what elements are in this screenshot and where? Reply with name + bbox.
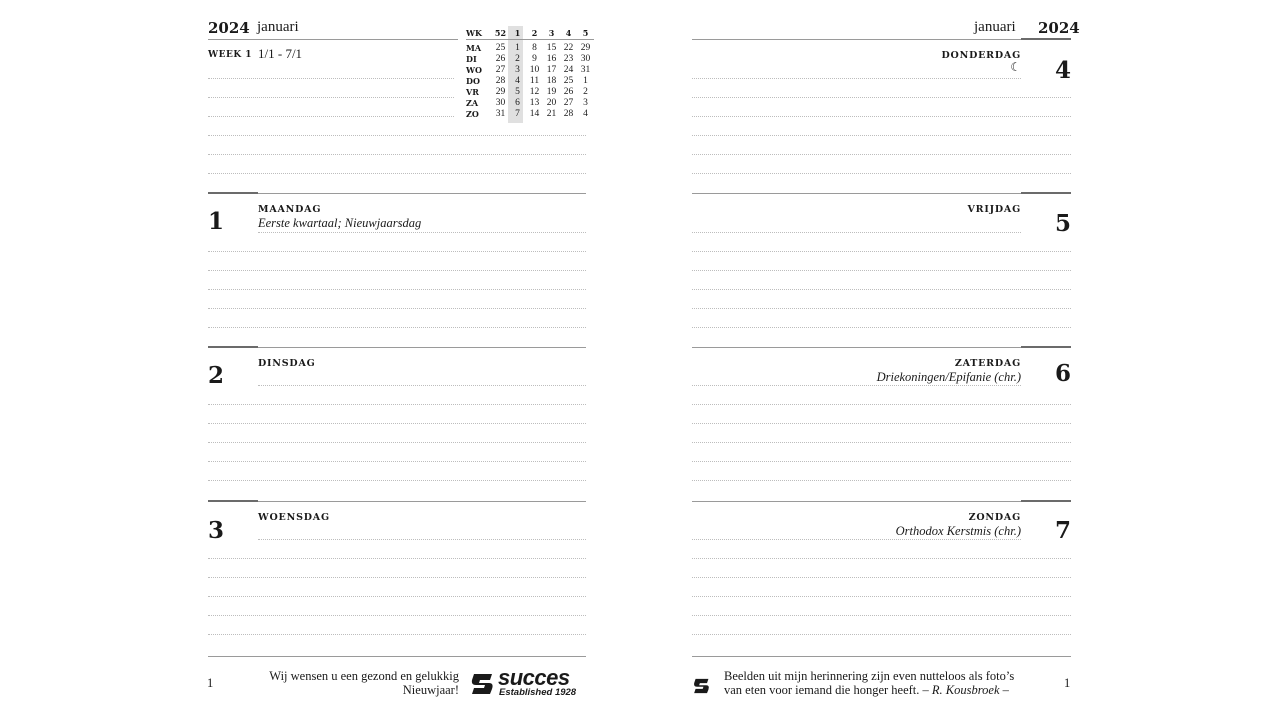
note-line bbox=[258, 385, 586, 386]
mini-cal-week: 2 bbox=[531, 28, 538, 38]
left-footer-text bbox=[256, 669, 459, 697]
mini-cal-day: WO bbox=[466, 65, 482, 75]
quote-line2-wrap bbox=[724, 683, 1044, 697]
note-line bbox=[692, 596, 1071, 597]
day-name: DINSDAG bbox=[258, 358, 316, 369]
note-line bbox=[208, 442, 586, 443]
mini-cal-date: 2 bbox=[583, 87, 588, 97]
day-note: Driekoningen/Epifanie (chr.) bbox=[876, 370, 1021, 384]
note-line bbox=[692, 308, 1071, 309]
mini-cal-date: 31 bbox=[580, 65, 591, 75]
succes-logo bbox=[470, 665, 588, 699]
note-line bbox=[208, 461, 586, 462]
note-line bbox=[692, 577, 1071, 578]
mini-cal-wk: WK bbox=[466, 28, 482, 38]
mini-cal-day: VR bbox=[466, 87, 479, 97]
day-note: Orthodox Kerstmis (chr.) bbox=[895, 524, 1021, 538]
mini-cal-date: 19 bbox=[546, 87, 557, 97]
right-header-rule bbox=[692, 39, 1022, 40]
quote-end: – bbox=[999, 683, 1009, 697]
day-number: 3 bbox=[208, 517, 225, 544]
page-bottom-rule bbox=[208, 656, 586, 657]
mini-cal-date: 15 bbox=[546, 43, 557, 53]
note-line bbox=[208, 404, 586, 405]
note-line bbox=[208, 596, 586, 597]
note-line bbox=[208, 634, 586, 635]
note-line bbox=[692, 232, 1021, 233]
note-line bbox=[692, 480, 1071, 481]
note-line bbox=[208, 308, 586, 309]
note-line bbox=[208, 173, 586, 174]
mini-cal-date: 22 bbox=[563, 43, 574, 53]
note-line bbox=[208, 289, 586, 290]
day-name: MAANDAG bbox=[258, 204, 322, 215]
quote bbox=[724, 669, 1044, 697]
mini-calendar-row bbox=[466, 76, 594, 87]
mini-cal-week: 4 bbox=[565, 28, 572, 38]
mini-cal-date: 3 bbox=[583, 98, 588, 108]
mini-cal-date: 7 bbox=[515, 109, 520, 119]
mini-cal-date: 20 bbox=[546, 98, 557, 108]
mini-cal-date: 24 bbox=[563, 65, 574, 75]
note-line bbox=[208, 251, 586, 252]
mini-cal-date: 17 bbox=[546, 65, 557, 75]
mini-cal-date: 12 bbox=[529, 87, 540, 97]
brand-tagline: Established 1928 bbox=[499, 687, 577, 698]
note-line bbox=[208, 135, 586, 136]
day-number: 2 bbox=[208, 362, 225, 389]
note-line bbox=[208, 327, 586, 328]
note-line bbox=[692, 461, 1071, 462]
day-divider bbox=[1021, 500, 1071, 502]
note-line bbox=[692, 558, 1071, 559]
succes-logo-icon bbox=[470, 670, 496, 698]
note-line bbox=[692, 289, 1071, 290]
mini-cal-date: 29 bbox=[495, 87, 506, 97]
note-line bbox=[208, 480, 586, 481]
mini-cal-date: 26 bbox=[563, 87, 574, 97]
mini-cal-date: 16 bbox=[546, 54, 557, 64]
mini-cal-date: 30 bbox=[495, 98, 506, 108]
mini-cal-date: 18 bbox=[546, 76, 557, 86]
day-number: 1 bbox=[208, 208, 225, 235]
right-year: 2024 bbox=[1038, 19, 1080, 37]
moon-phase-icon: ☾ bbox=[1010, 60, 1021, 74]
mini-cal-week: 3 bbox=[548, 28, 555, 38]
day-note: Eerste kwartaal; Nieuwjaarsdag bbox=[258, 216, 422, 230]
note-line bbox=[208, 154, 586, 155]
footer-line: Nieuwjaar! bbox=[402, 683, 459, 697]
day-rule bbox=[258, 501, 586, 502]
mini-calendar-row bbox=[466, 43, 594, 54]
note-line bbox=[208, 577, 586, 578]
mini-cal-date: 25 bbox=[495, 43, 506, 53]
mini-cal-date: 11 bbox=[529, 76, 540, 86]
note-line bbox=[692, 173, 1071, 174]
mini-cal-date: 6 bbox=[515, 98, 520, 108]
mini-cal-date: 3 bbox=[515, 65, 520, 75]
mini-cal-date: 21 bbox=[546, 109, 557, 119]
note-line bbox=[258, 232, 586, 233]
mini-cal-date: 31 bbox=[495, 109, 506, 119]
note-line bbox=[692, 634, 1071, 635]
mini-cal-date: 14 bbox=[529, 109, 540, 119]
day-name: ZATERDAG bbox=[954, 358, 1021, 369]
note-line bbox=[692, 97, 1071, 98]
right-page-number: 1 bbox=[1064, 676, 1071, 690]
mini-cal-date: 8 bbox=[532, 43, 537, 53]
mini-cal-date: 28 bbox=[563, 109, 574, 119]
mini-cal-week: 1 bbox=[514, 28, 521, 38]
day-number: 7 bbox=[1054, 517, 1071, 544]
mini-cal-date: 28 bbox=[495, 76, 506, 86]
note-line bbox=[208, 270, 586, 271]
quote-author: R. Kousbroek bbox=[931, 683, 1000, 697]
brand-name: succes bbox=[498, 665, 570, 690]
day-number: 6 bbox=[1054, 360, 1071, 387]
day-name: DONDERDAG bbox=[941, 50, 1021, 61]
left-page-number: 1 bbox=[207, 676, 214, 690]
day-rule bbox=[258, 347, 586, 348]
mini-cal-day: ZA bbox=[466, 98, 479, 108]
mini-cal-date: 4 bbox=[515, 76, 520, 86]
note-line bbox=[692, 154, 1071, 155]
mini-cal-date: 1 bbox=[515, 43, 520, 53]
mini-cal-date: 4 bbox=[583, 109, 588, 119]
week-label: WEEK 1 bbox=[208, 50, 253, 60]
day-name: VRIJDAG bbox=[967, 204, 1021, 215]
mini-cal-date: 29 bbox=[580, 43, 591, 53]
week-range: 1/1 - 7/1 bbox=[258, 46, 303, 61]
day-divider bbox=[208, 346, 258, 348]
day-rule bbox=[692, 347, 1021, 348]
left-month: januari bbox=[257, 19, 299, 35]
note-line bbox=[692, 442, 1071, 443]
mini-cal-week: 52 bbox=[494, 28, 507, 38]
note-line bbox=[692, 385, 1021, 386]
mini-cal-day: DI bbox=[466, 54, 477, 64]
note-line bbox=[208, 615, 586, 616]
note-line bbox=[692, 404, 1071, 405]
day-rule bbox=[258, 193, 586, 194]
day-number: 5 bbox=[1054, 210, 1071, 237]
mini-cal-date: 26 bbox=[495, 54, 506, 64]
note-line bbox=[208, 97, 454, 98]
note-line bbox=[692, 116, 1071, 117]
day-name: ZONDAG bbox=[968, 512, 1021, 523]
left-header-rule bbox=[208, 39, 458, 40]
mini-cal-date: 5 bbox=[515, 87, 520, 97]
mini-cal-date: 9 bbox=[532, 54, 537, 64]
note-line bbox=[692, 423, 1071, 424]
page-bottom-rule bbox=[692, 656, 1071, 657]
day-divider bbox=[1021, 346, 1071, 348]
note-line bbox=[692, 251, 1071, 252]
mini-cal-day: DO bbox=[466, 76, 480, 86]
mini-cal-day: MA bbox=[466, 43, 482, 53]
mini-cal-date: 23 bbox=[563, 54, 574, 64]
note-line bbox=[692, 615, 1071, 616]
mini-calendar-row bbox=[466, 65, 594, 76]
quote-line: van eten voor iemand die honger heeft. – bbox=[724, 683, 929, 697]
right-header-divider bbox=[1021, 38, 1071, 40]
note-line bbox=[208, 558, 586, 559]
mini-cal-date: 27 bbox=[563, 98, 574, 108]
mini-cal-date: 1 bbox=[583, 76, 588, 86]
day-number: 4 bbox=[1054, 57, 1071, 84]
quote-line: Beelden uit mijn herinnering zijn even nutteloos als foto’s bbox=[724, 669, 1015, 683]
note-line bbox=[208, 78, 454, 79]
note-line bbox=[692, 135, 1071, 136]
day-rule bbox=[692, 193, 1021, 194]
mini-cal-day: ZO bbox=[466, 109, 479, 119]
day-divider bbox=[208, 500, 258, 502]
mini-cal-date: 10 bbox=[529, 65, 540, 75]
right-month: januari bbox=[974, 19, 1016, 35]
day-divider bbox=[208, 192, 258, 194]
mini-calendar-body bbox=[466, 43, 594, 120]
note-line bbox=[692, 327, 1071, 328]
mini-calendar-header bbox=[466, 27, 594, 40]
mini-calendar-row bbox=[466, 87, 594, 98]
mini-cal-date: 25 bbox=[563, 76, 574, 86]
succes-small-logo-icon bbox=[692, 676, 712, 696]
day-divider bbox=[1021, 192, 1071, 194]
mini-cal-date: 13 bbox=[529, 98, 540, 108]
day-name: WOENSDAG bbox=[258, 512, 330, 523]
left-year: 2024 bbox=[208, 19, 250, 37]
note-line bbox=[692, 270, 1071, 271]
mini-calendar-row bbox=[466, 98, 594, 109]
note-line bbox=[258, 539, 586, 540]
note-line bbox=[692, 539, 1021, 540]
mini-calendar bbox=[466, 27, 594, 42]
note-line bbox=[208, 116, 454, 117]
mini-cal-date: 27 bbox=[495, 65, 506, 75]
day-rule bbox=[692, 501, 1021, 502]
mini-cal-date: 2 bbox=[515, 54, 520, 64]
mini-calendar-row bbox=[466, 109, 594, 120]
mini-cal-week: 5 bbox=[582, 28, 589, 38]
footer-line: Wij wensen u een gezond en gelukkig bbox=[269, 669, 459, 683]
note-line bbox=[208, 423, 586, 424]
mini-calendar-row bbox=[466, 54, 594, 65]
mini-cal-date: 30 bbox=[580, 54, 591, 64]
note-line bbox=[692, 78, 1021, 79]
